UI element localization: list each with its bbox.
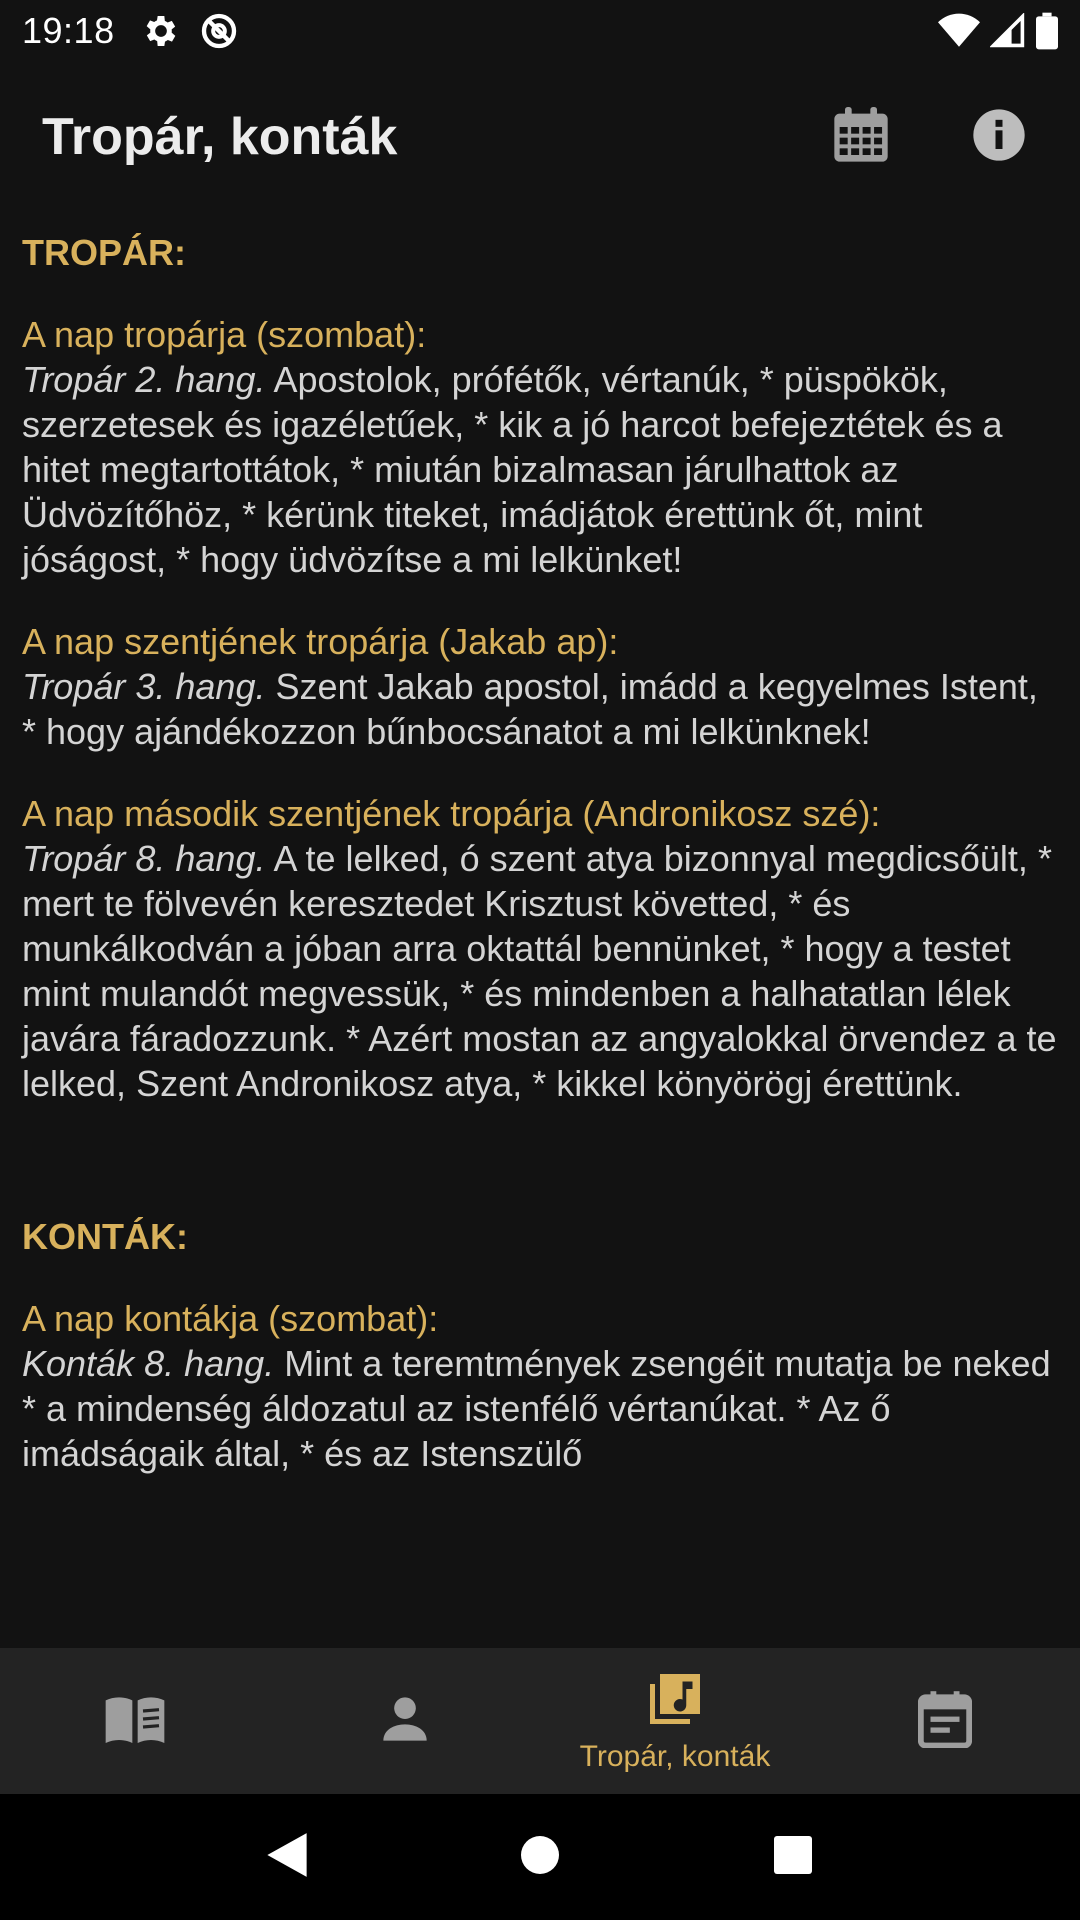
home-icon	[520, 1835, 560, 1880]
calendar-button[interactable]	[806, 82, 916, 192]
nav-item-tropar-kontak[interactable]	[540, 1648, 810, 1794]
block-tone: Tropár 8. hang.	[22, 838, 266, 879]
kontak-section-title: KONTÁK:	[22, 1216, 188, 1257]
back-button[interactable]	[247, 1817, 327, 1897]
recents-button[interactable]	[753, 1817, 833, 1897]
block-text	[22, 357, 1058, 582]
gear-icon	[141, 11, 181, 51]
back-icon	[265, 1831, 309, 1884]
nav-label: Tropár, konták	[579, 1739, 771, 1773]
block-heading: A nap második szentjének tropárja (Andronikosz szé):	[22, 793, 881, 834]
status-bar	[0, 0, 1080, 62]
info-icon	[971, 107, 1027, 168]
nav-item-saints[interactable]	[270, 1648, 540, 1794]
block-body: Mint a teremtmények zsengéit mutatja be neked * a mindenség áldozatul az istenfélő vértanúkat. * Az ő imádságaik által, * és az Istenszülő	[22, 1343, 1051, 1474]
vpn-icon	[199, 11, 239, 51]
tropar-block	[22, 791, 1058, 1106]
page-title: Tropár, konták	[42, 108, 398, 166]
music-library-icon	[645, 1669, 705, 1734]
content-scroll[interactable]	[0, 212, 1080, 1648]
status-time: 19:18	[22, 10, 115, 51]
app-bar	[0, 62, 1080, 212]
nav-item-reading[interactable]	[0, 1648, 270, 1794]
tropar-section-title: TROPÁR:	[22, 232, 186, 273]
home-button[interactable]	[500, 1817, 580, 1897]
block-body: Apostolok, prófétők, vértanúk, * püspökök, szerzetesek és igazéletűek, * kik a jó harcot befejeztétek és a hitet megtartottátok, * miután bizalmasan járulhattok az Üdvözítőhöz, * kérünk titeket, imádjátok érettünk őt, mint jóságost, * hogy üdvözítse a mi lelkünket!	[22, 359, 1003, 580]
system-navigation	[0, 1794, 1080, 1920]
recents-icon	[773, 1835, 813, 1880]
block-text	[22, 1341, 1058, 1476]
info-button[interactable]	[944, 82, 1054, 192]
person-icon	[379, 1693, 431, 1750]
block-tone: Tropár 3. hang.	[22, 666, 266, 707]
signal-icon	[990, 13, 1026, 49]
block-heading: A nap szentjének tropárja (Jakab ap):	[22, 621, 619, 662]
bottom-navigation	[0, 1648, 1080, 1794]
kontak-block	[22, 1296, 1058, 1476]
block-body: Szent Jakab apostol, imádd a kegyelmes Istent, * hogy ajándékozzon bűnbocsánatot a mi lelkünknek!	[22, 666, 1038, 752]
book-icon	[103, 1691, 167, 1752]
calendar-icon	[829, 103, 893, 172]
battery-icon	[1036, 12, 1058, 50]
block-heading: A nap kontákja (szombat):	[22, 1298, 439, 1339]
block-body: A te lelked, ó szent atya bizonnyal megdicsőült, * mert te fölvevén keresztedet Krisztust követted, * és munkálkodván a jóban arra oktattál bennünket, * hogy a testet mint mulandót megvessük, * és mindenben a halhatatlan lélek javára fáradozzunk. * Azért mostan az angyalokkal örvendez a te lelked, Szent Andronikosz atya, * kikkel könyörögj érettünk.	[22, 838, 1057, 1104]
tropar-block	[22, 312, 1058, 582]
block-tone: Tropár 2. hang.	[22, 359, 266, 400]
block-tone: Konták 8. hang.	[22, 1343, 275, 1384]
tropar-block	[22, 619, 1058, 754]
nav-item-calendar[interactable]	[810, 1648, 1080, 1794]
block-text	[22, 836, 1058, 1106]
wifi-icon	[938, 13, 980, 49]
event-note-icon	[918, 1690, 972, 1753]
block-text	[22, 664, 1058, 754]
block-heading: A nap tropárja (szombat):	[22, 314, 427, 355]
